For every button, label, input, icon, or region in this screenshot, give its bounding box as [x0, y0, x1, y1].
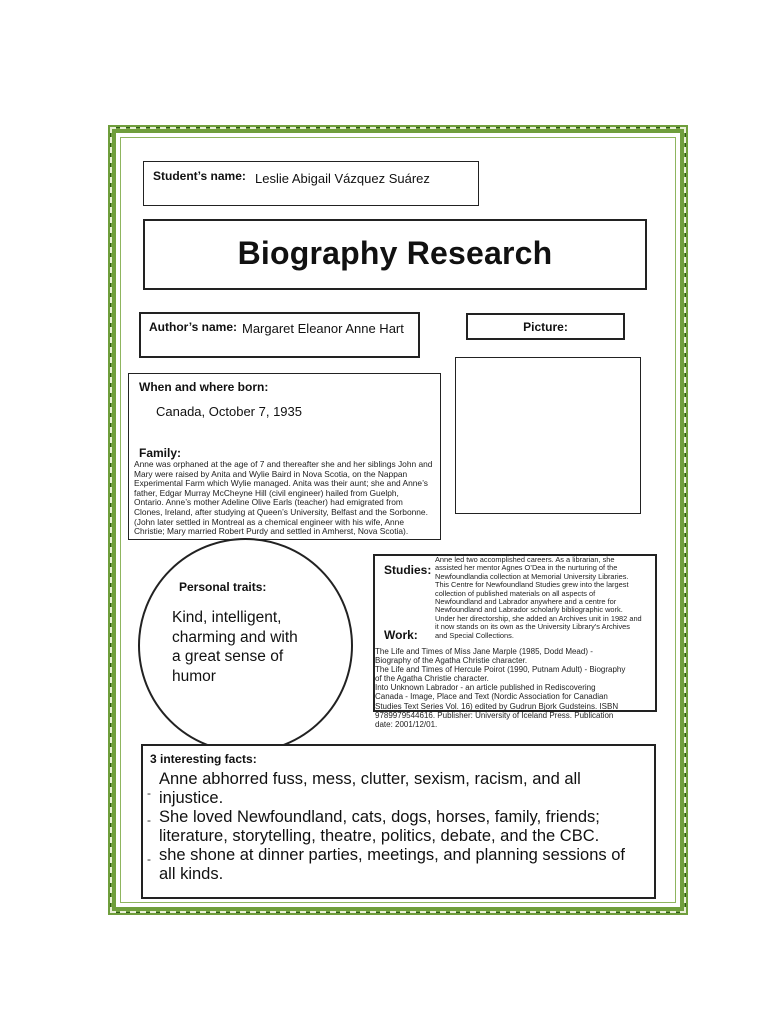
work-line: Biography of the Agatha Christie character.	[375, 656, 528, 666]
studies-line: assisted her mentor Agnes O’Dea in the nurturing of the	[435, 563, 618, 573]
trait-line: a great sense of	[172, 648, 284, 665]
fact-line: all kinds.	[159, 865, 224, 883]
trait-line: Kind, intelligent,	[172, 609, 282, 626]
studies-line: it now stands on its own as the University Library’s Archives	[435, 622, 630, 632]
fact-line: Anne abhorred fuss, mess, clutter, sexism, racism, and all	[159, 770, 581, 788]
bullet-dash: -	[147, 813, 151, 827]
trait-line: charming and with	[172, 628, 298, 646]
work-text	[375, 647, 659, 729]
born-value: Canada, October 7, 1935	[156, 404, 302, 419]
family-line: Mary were raised by Anita and Wylie Baird in Nova Scotia, on the Nappan	[134, 468, 408, 479]
title-box	[143, 219, 647, 290]
work-line: The Life and Times of Hercule Poirot (1990, Putnam Adult) - Biography	[375, 665, 626, 675]
personal-traits-circle	[138, 538, 353, 753]
studies-label: Studies:	[384, 563, 432, 577]
bullet-dash: -	[147, 852, 151, 866]
author-name-box	[139, 312, 420, 358]
studies-line: Newfoundlandia collection at Memorial University Libraries.	[435, 571, 629, 581]
work-line: of the Agatha Christie character.	[375, 674, 489, 684]
studies-line: This Centre for Newfoundland Studies grew into the largest	[435, 580, 629, 590]
interesting-facts-box	[141, 744, 656, 899]
work-line: Studies Text Series Vol. 16) edited by Gudrun Bjork Gudsteins. ISBN	[375, 701, 619, 711]
family-line: Christie; Mary married Robert Purdy and settled in Amherst, Nova Scotia).	[134, 526, 409, 537]
family-line: Anne was orphaned at the age of 7 and thereafter she and her siblings John and	[134, 459, 433, 469]
fact-line: literature, storytelling, theatre, politics, debate, and the CBC.	[159, 827, 600, 845]
facts-label: 3 interesting facts:	[150, 752, 257, 766]
born-label: When and where born:	[139, 380, 269, 394]
work-line: Canada - Image, Place and Text (Nordic Association for Canadian	[375, 692, 608, 702]
family-line: father, Edgar Murray McCheyne Hill (civil engineer) hailed from Guelph,	[134, 487, 399, 498]
studies-text	[435, 556, 657, 640]
family-line: Clones, Ireland, after studying at Queen’s University, Belfast and the Sorbonne.	[134, 506, 428, 517]
studies-work-box	[373, 554, 657, 729]
work-line: 9789979544616. Publisher: University of Iceland Press. Publication	[375, 710, 614, 720]
bullet-dash: -	[147, 786, 151, 800]
student-name-value: Leslie Abigail Vázquez Suárez	[255, 171, 430, 186]
student-name-label: Student’s name:	[153, 169, 246, 183]
personal-traits-label: Personal traits:	[179, 580, 267, 594]
picture-placeholder	[455, 357, 641, 514]
studies-line: Newfoundland and Labrador scholarly bibliographic work.	[435, 605, 623, 615]
studies-line: Newfoundland and Labrador anywhere and a centre for	[435, 597, 617, 607]
born-family-box	[128, 373, 441, 540]
fact-line: She loved Newfoundland, cats, dogs, horses, family, friends;	[159, 808, 600, 826]
studies-line: and Special Collections.	[435, 630, 514, 640]
author-name-value: Margaret Eleanor Anne Hart	[242, 321, 404, 336]
family-text	[134, 460, 440, 537]
family-line: (John later settled in Montreal as a chemical engineer with his wife, Anne	[134, 516, 405, 527]
author-name-label: Author’s name:	[149, 320, 238, 334]
student-name-box	[143, 161, 479, 206]
picture-label-box	[466, 313, 625, 340]
family-label: Family:	[139, 446, 182, 460]
work-line: Into Unknown Labrador - an article published in Rediscovering	[375, 683, 596, 693]
family-line: Ontario. Anne’s mother Adeline Olive Earls (teacher) had emigrated from	[134, 497, 403, 508]
studies-line: Under her directorship, she added an Archives unit in 1982 and	[435, 613, 642, 623]
work-label: Work:	[384, 628, 418, 642]
work-line: date: 2001/12/01.	[375, 719, 438, 729]
picture-label: Picture:	[523, 320, 568, 334]
studies-line: collection of published materials on all aspects of	[435, 588, 596, 598]
personal-traits-text	[172, 608, 298, 686]
fact-line: injustice.	[159, 789, 224, 807]
work-line: The Life and Times of Miss Jane Marple (1985, Dodd Mead) -	[375, 647, 593, 656]
fact-line: she shone at dinner parties, meetings, and planning sessions of	[159, 846, 625, 864]
family-line: Experimental Farm which Wylie managed. Anita was their aunt; she and Anne’s	[134, 478, 428, 489]
page-title: Biography Research	[237, 235, 553, 271]
trait-line: humor	[172, 667, 216, 685]
studies-line: Anne led two accomplished careers. As a librarian, she	[435, 555, 615, 564]
